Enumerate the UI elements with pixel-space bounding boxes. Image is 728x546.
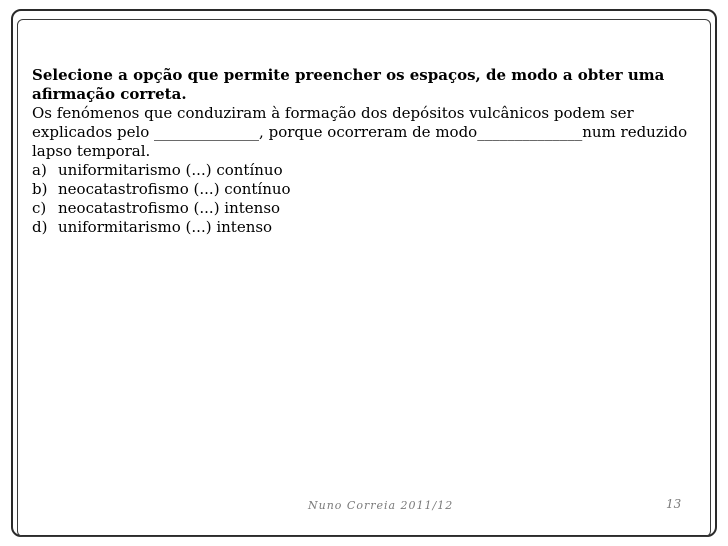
question-body-line-3: lapso temporal. [32,142,151,160]
question-body-line-2: explicados pelo ______________, porque ocorreram de modo______________num reduzido [32,123,688,141]
footer-author: Nuno Correia 2011/12 [308,499,454,512]
question-instruction-line-2: afirmação correta. [32,85,187,103]
answer-options [32,161,692,237]
question-body-line-1: Os fenómenos que conduziram à formação dos depósitos vulcânicos podem ser [32,104,634,122]
page-number: 13 [666,497,682,511]
option-text: uniformitarismo (...) contínuo [58,161,283,179]
option-letter: c) [32,199,47,217]
option-b [32,180,692,199]
option-letter: d) [32,218,48,236]
question-instruction-line-1: Selecione a opção que permite preencher os espaços, de modo a obter uma [32,66,665,84]
option-text: uniformitarismo (...) intenso [58,218,273,236]
option-text: neocatastrofismo (...) contínuo [58,180,291,198]
option-a [32,161,692,180]
option-letter: a) [32,161,47,179]
option-text: neocatastrofismo (...) intenso [58,199,281,217]
option-c [32,199,692,218]
option-d [32,218,692,237]
question-content [32,66,692,237]
option-letter: b) [32,180,48,198]
